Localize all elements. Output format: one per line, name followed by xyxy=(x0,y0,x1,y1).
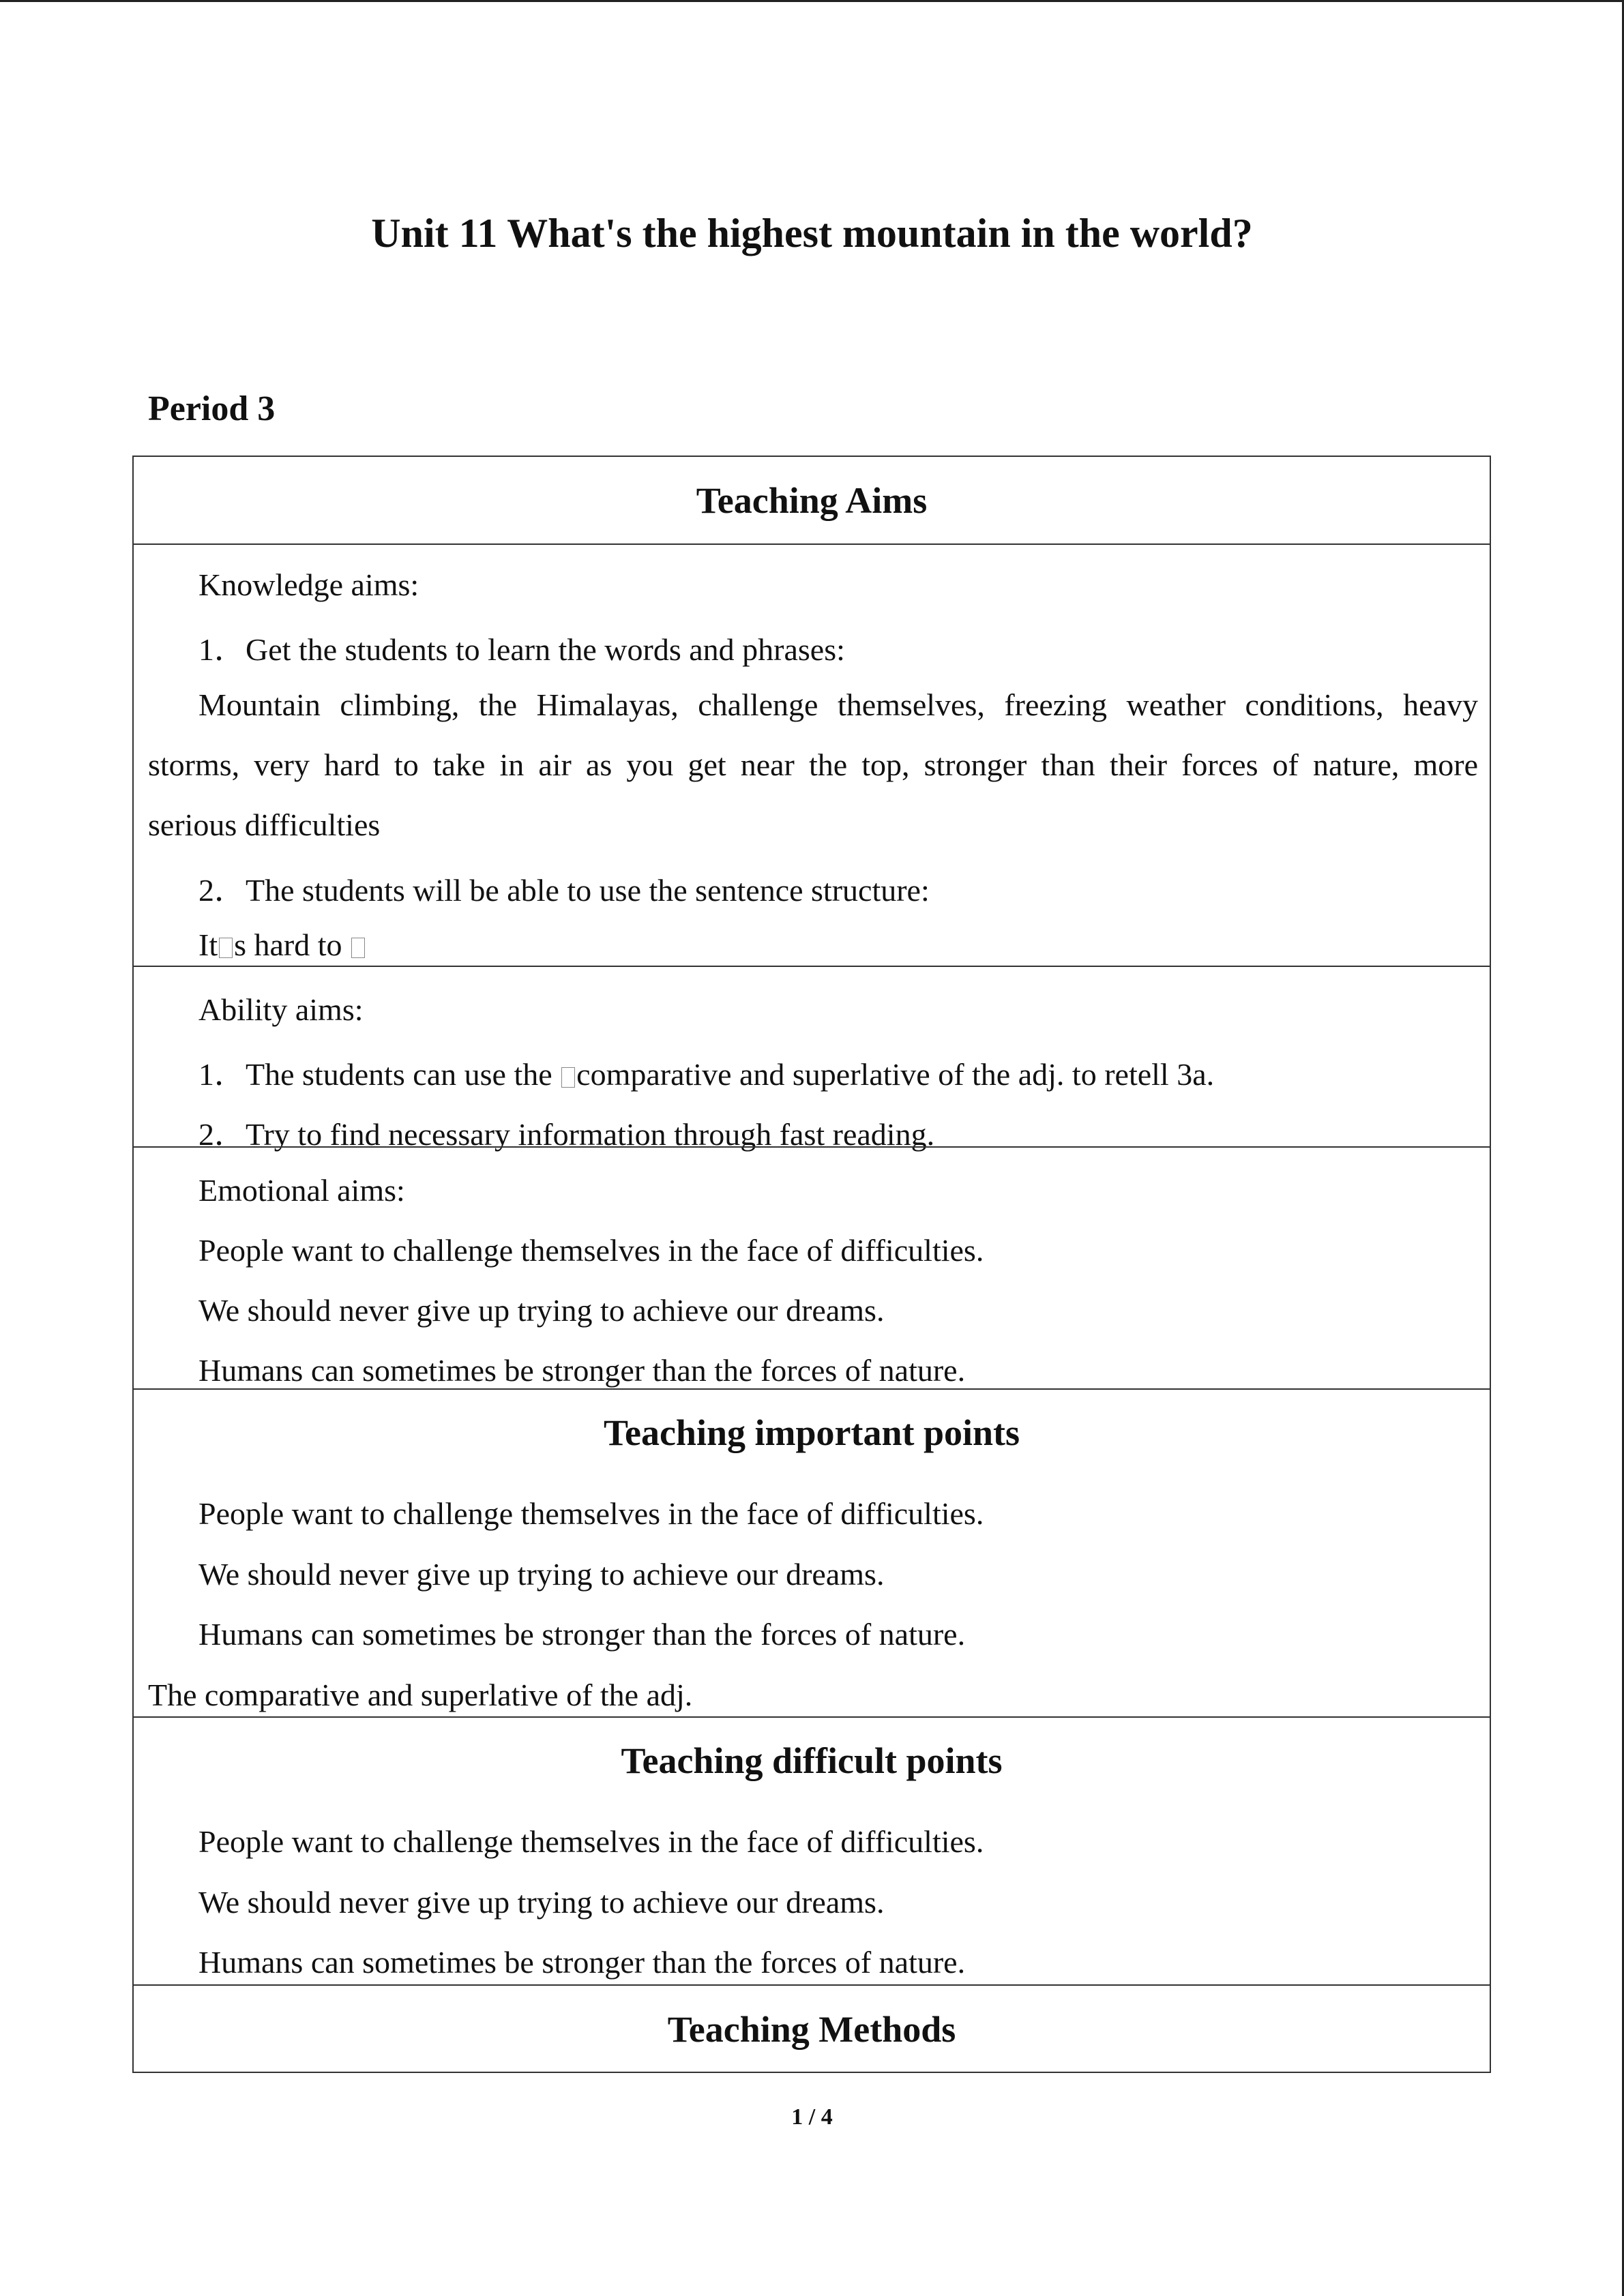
knowledge-paragraph-line-1: Mountain climbing, the Himalayas, challenge themselves, freezing weather conditions, heavy xyxy=(198,687,1478,722)
difficult-line: People want to challenge themselves in the face of difficulties. xyxy=(198,1824,984,1859)
important-points-cell xyxy=(132,1388,1491,1718)
emotional-line: Humans can sometimes be stronger than the forces of nature. xyxy=(198,1353,966,1388)
teaching-methods-header xyxy=(132,1984,1491,2073)
difficult-points-title: Teaching difficult points xyxy=(621,1740,1003,1781)
sentence-structure xyxy=(198,927,366,963)
important-line: We should never give up trying to achieve our dreams. xyxy=(198,1557,885,1592)
difficult-line: Humans can sometimes be stronger than the forces of nature. xyxy=(198,1945,966,1980)
knowledge-item-1: 1．Get the students to learn the words and phrases: xyxy=(198,632,845,667)
page-top-border xyxy=(0,0,1624,2)
teaching-aims-header xyxy=(132,456,1491,545)
ability-item-1 xyxy=(198,1049,1214,1094)
important-line: Humans can sometimes be stronger than the forces of nature. xyxy=(198,1617,966,1652)
emotional-aims-cell xyxy=(132,1146,1491,1390)
ability-item-2: 2．Try to find necessary information through fast reading. xyxy=(198,1117,935,1152)
emotional-aims-label: Emotional aims: xyxy=(198,1173,405,1208)
important-line: The comparative and superlative of the adj. xyxy=(148,1678,693,1712)
emotional-line: We should never give up trying to achieve our dreams. xyxy=(198,1293,885,1328)
difficult-points-cell xyxy=(132,1716,1491,1986)
missing-glyph-icon xyxy=(351,938,365,958)
teaching-methods-title: Teaching Methods xyxy=(667,2009,956,2050)
knowledge-item-2: 2．The students will be able to use the sentence structure: xyxy=(198,873,930,908)
knowledge-aims-cell xyxy=(132,543,1491,967)
page-number: 1 / 4 xyxy=(791,2104,833,2130)
difficult-line: We should never give up trying to achieve our dreams. xyxy=(198,1885,885,1920)
missing-glyph-icon xyxy=(219,938,233,958)
important-points-title: Teaching important points xyxy=(603,1412,1020,1453)
ability-item-1-part-a: 1．The students can use the xyxy=(198,1057,552,1092)
ability-item-1-part-b: comparative and superlative of the adj. to retell 3a. xyxy=(576,1057,1215,1092)
ability-aims-label: Ability aims: xyxy=(198,992,364,1027)
important-line: People want to challenge themselves in the face of difficulties. xyxy=(198,1496,984,1531)
missing-glyph-icon xyxy=(561,1067,575,1088)
emotional-line: People want to challenge themselves in the face of difficulties. xyxy=(198,1233,984,1268)
document-title: Unit 11 What's the highest mountain in the world? xyxy=(371,211,1253,256)
knowledge-aims-label: Knowledge aims: xyxy=(198,567,419,602)
knowledge-paragraph-line-2: storms, very hard to take in air as you get near the top, stronger than their forces of nature, more xyxy=(148,747,1478,782)
structure-part-a: It xyxy=(198,927,218,962)
teaching-aims-title: Teaching Aims xyxy=(696,480,928,521)
ability-aims-cell xyxy=(132,966,1491,1152)
structure-part-b: s hard to xyxy=(234,927,342,962)
period-label: Period 3 xyxy=(148,389,276,428)
knowledge-paragraph-line-3: serious difficulties xyxy=(148,807,381,842)
